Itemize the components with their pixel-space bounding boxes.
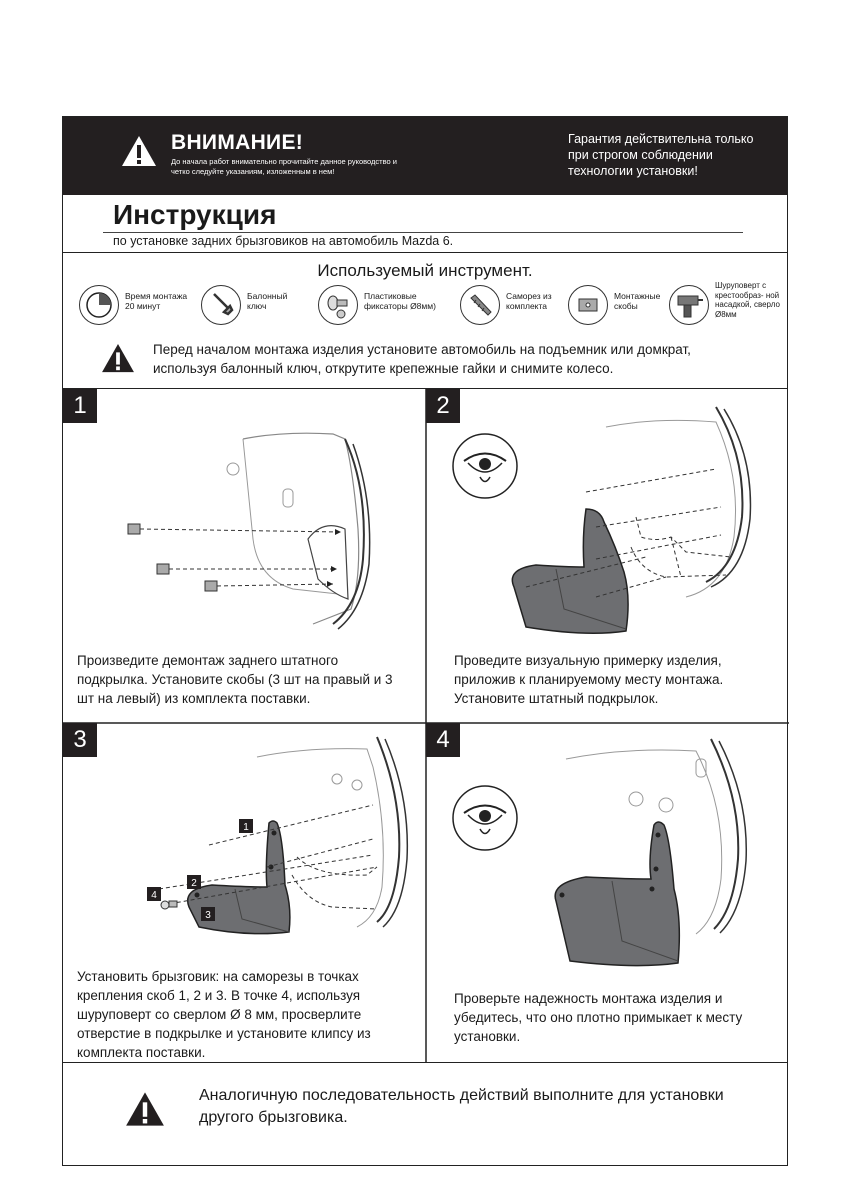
callout-2: 2 <box>191 878 197 889</box>
step-number: 2 <box>426 389 460 423</box>
preparation-notice: Перед началом монтажа изделия установите автомобиль на подъемник или домкрат, используя балонный ключ, открутите крепежные гайки и снимите колесо. <box>153 342 691 376</box>
callout-1: 1 <box>243 822 249 833</box>
step-2-text: Проведите визуальную примерку изделия, приложив к планируемому месту монтажа. Установите штатный подкрылок. <box>454 653 724 706</box>
tool-label: Балонный ключ <box>247 291 288 311</box>
step-4-text: Проверьте надежность монтажа изделия и убедитесь, что оно плотно примыкает к месту установки. <box>454 991 743 1044</box>
step-4-panel <box>426 723 789 1063</box>
title-block <box>63 195 787 253</box>
attention-title: ВНИМАНИЕ! <box>171 131 304 154</box>
step-1-panel <box>63 389 426 723</box>
page-title: Инструкция <box>113 199 277 230</box>
tool-label: Время монтажа 20 минут <box>125 291 188 311</box>
page-subtitle: по установке задних брызговиков на автомобиль Mazda 6. <box>113 234 454 248</box>
callout-4: 4 <box>151 890 157 901</box>
step-2-illustration <box>506 397 766 637</box>
step-number: 3 <box>63 723 97 757</box>
instruction-sheet <box>62 116 788 1166</box>
lug-wrench-icon <box>201 285 241 325</box>
screw-icon <box>460 285 500 325</box>
footer-notice <box>63 1062 787 1165</box>
clock-icon <box>79 285 119 325</box>
step-2-panel <box>426 389 789 723</box>
tool-label: Шуруповерт с крестообраз- ной насадкой, сверло Ø8мм <box>715 281 780 319</box>
step-4-illustration <box>536 729 776 969</box>
attention-text: До начала работ внимательно прочитайте данное руководство и четко следуйте указаниям, изложенным в нем! <box>171 157 397 176</box>
warning-triangle-icon <box>125 1091 165 1127</box>
tool-label: Саморез из комплекта <box>506 291 552 311</box>
warning-triangle-icon <box>101 343 135 373</box>
tool-label: Пластиковые фиксаторы Ø8мм) <box>364 291 436 311</box>
visual-check-eye-icon <box>450 783 520 853</box>
step-1-illustration <box>83 409 413 649</box>
warning-header <box>63 117 787 195</box>
tool-label: Монтажные скобы <box>614 291 661 311</box>
step-3-panel <box>63 723 426 1063</box>
warning-triangle-icon <box>121 135 157 167</box>
step-number: 1 <box>63 389 97 423</box>
step-number: 4 <box>426 723 460 757</box>
warranty-text: Гарантия действительна только при строгом соблюдении технологии установки! <box>568 132 754 178</box>
tools-heading: Используемый инструмент. <box>317 261 533 280</box>
bracket-icon <box>568 285 608 325</box>
step-1-text: Произведите демонтаж заднего штатного подкрылка. Установите скобы (3 шт на правый и 3 шт на левый) из комплекта поставки. <box>77 653 393 706</box>
plastic-clip-icon <box>318 285 358 325</box>
callout-3: 3 <box>205 910 211 921</box>
tools-section <box>63 253 787 389</box>
title-divider <box>103 232 743 233</box>
drill-icon <box>669 285 709 325</box>
footer-text: Аналогичную последовательность действий выполните для установки другого брызговика. <box>199 1087 724 1126</box>
step-3-illustration <box>77 727 417 957</box>
step-3-text: Установить брызговик: на саморезы в точках крепления скоб 1, 2 и 3. В точке 4, используя шуруповерт со сверлом Ø 8 мм, просверлите отверстие в подкрылке и установите клипсу из комплекта поставки. <box>77 969 371 1060</box>
